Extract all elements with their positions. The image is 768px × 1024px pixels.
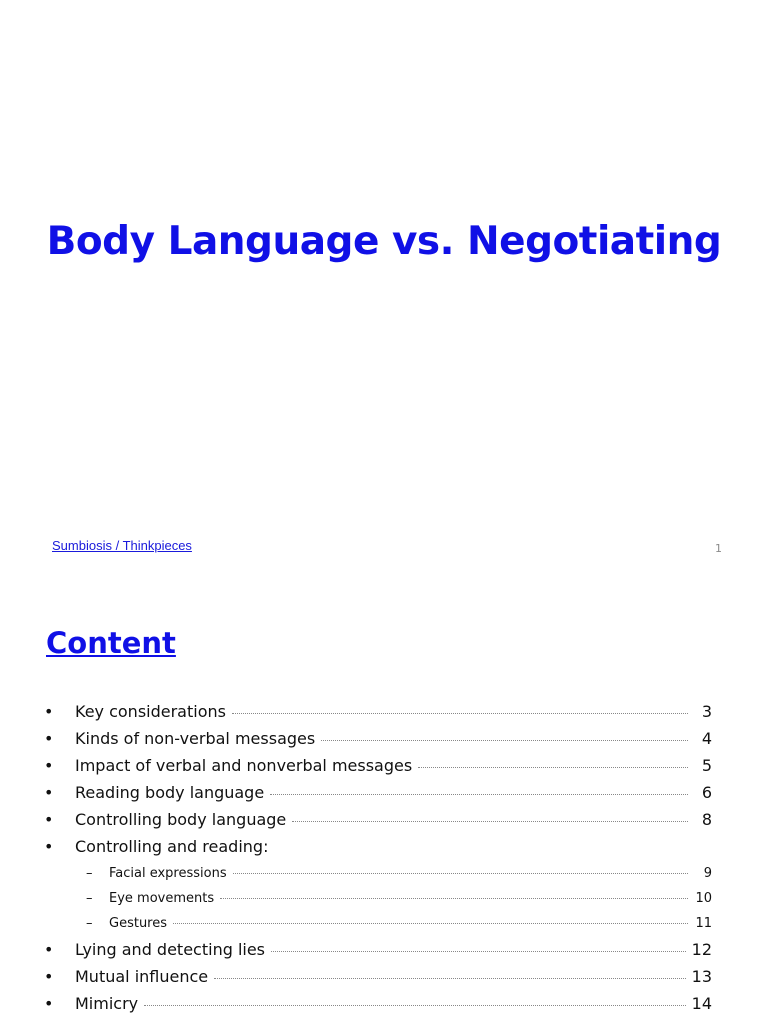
toc-label: Mimicry [75,994,139,1013]
toc-page-number: 10 [695,891,712,906]
toc-page-number: 14 [691,994,712,1013]
toc-item[interactable] [0,837,768,864]
toc-item[interactable] [0,940,768,967]
toc-item[interactable] [0,967,768,994]
bullet-marker: • [44,783,54,802]
toc-item[interactable] [0,756,768,783]
toc-item[interactable] [0,891,768,918]
dot-leader [144,1005,686,1006]
toc-item[interactable] [0,866,768,893]
dot-leader [173,923,688,924]
toc-page-number: 12 [691,940,712,959]
dot-leader [214,978,686,979]
toc-page-number: 13 [691,967,712,986]
toc-label: Lying and detecting lies [75,940,266,959]
toc-label: Controlling and reading: [75,837,269,856]
bullet-marker: • [44,940,54,959]
toc-item[interactable] [0,916,768,943]
toc-page-number: 9 [703,866,712,881]
toc-item[interactable] [0,810,768,837]
slide-title: Body Language vs. Negotiating [46,219,722,264]
toc-item[interactable] [0,783,768,810]
content-heading: Content [46,626,176,660]
toc-label: Gestures [109,916,168,931]
toc-label: Facial expressions [109,866,227,881]
dot-leader [232,713,688,714]
dot-leader [233,873,688,874]
slide-number: 1 [715,542,722,555]
dot-leader [321,740,688,741]
bullet-marker: • [44,994,54,1013]
dot-leader [271,951,686,952]
toc-page-number: 3 [701,702,712,721]
dash-marker: – [86,891,93,906]
toc-item[interactable] [0,729,768,756]
dot-leader [270,794,688,795]
bullet-marker: • [44,729,54,748]
bullet-marker: • [44,756,54,775]
toc-label: Eye movements [109,891,215,906]
bullet-marker: • [44,810,54,829]
toc-page-number: 4 [701,729,712,748]
toc-item[interactable] [0,994,768,1021]
toc-label: Mutual influence [75,967,209,986]
dash-marker: – [86,866,93,881]
toc-label: Kinds of non-verbal messages [75,729,316,748]
bullet-marker: • [44,702,54,721]
toc-item[interactable] [0,702,768,729]
dash-marker: – [86,916,93,931]
dot-leader [292,821,688,822]
bullet-marker: • [44,967,54,986]
toc-page-number: 5 [701,756,712,775]
toc-page-number: 11 [695,916,712,931]
dot-leader [418,767,688,768]
toc-page-number: 6 [701,783,712,802]
toc-label: Impact of verbal and nonverbal messages [75,756,413,775]
toc-label: Key considerations [75,702,226,721]
footer-link[interactable]: Sumbiosis / Thinkpieces [52,538,192,553]
toc-label: Reading body language [75,783,265,802]
toc-label: Controlling body language [75,810,287,829]
bullet-marker: • [44,837,54,856]
toc-page-number: 8 [701,810,712,829]
dot-leader [220,898,688,899]
